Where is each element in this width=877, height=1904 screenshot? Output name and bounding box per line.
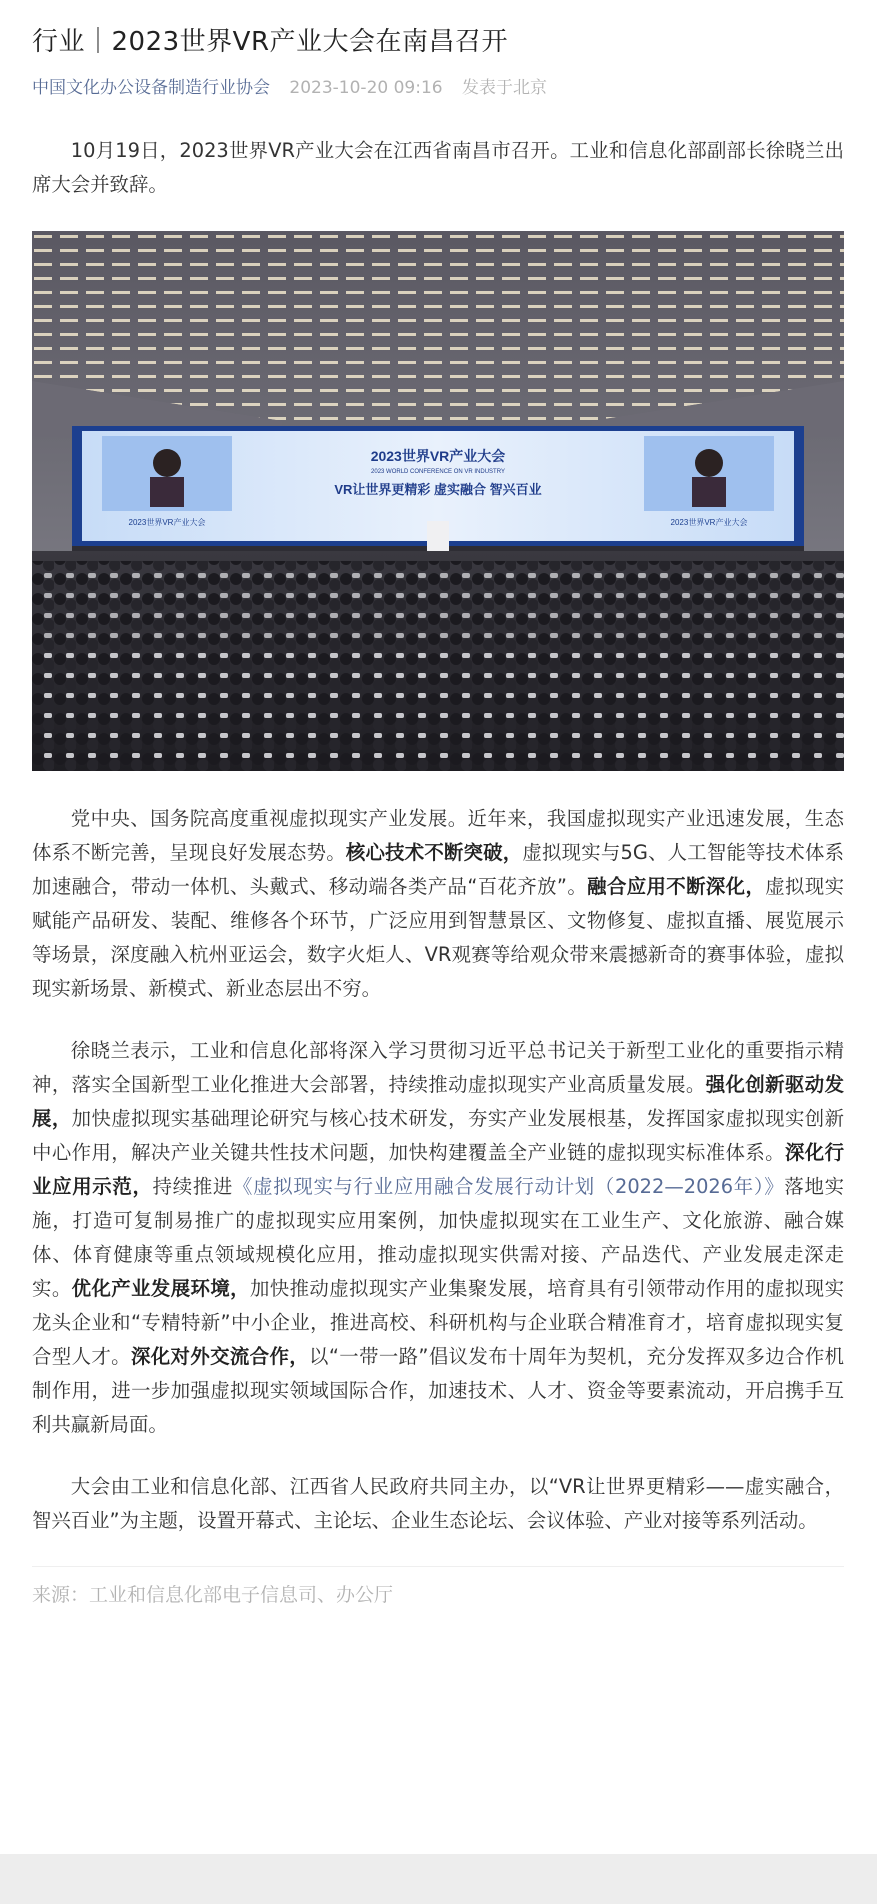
- paragraph-speech: [32, 1034, 844, 1442]
- p2-text-2: 虚拟现实与5G、人工智能等技术体系加速融合，带动一体机、头戴式、移动端各类产品“百花齐放”。: [32, 841, 845, 898]
- p2-bold-2: 融合应用不断深化，: [587, 875, 766, 898]
- p3-bold-4: 深化对外交流合作，: [130, 1345, 310, 1368]
- publish-date: 2023-10-20 09:16: [289, 78, 443, 98]
- main-screen-title: 2023世界VR产业大会: [370, 448, 506, 464]
- action-plan-link[interactable]: 《虚拟现实与行业应用融合发展行动计划（2022—2026年）》: [233, 1175, 785, 1198]
- article-title: 行业｜2023世界VR产业大会在南昌召开: [32, 27, 509, 57]
- p3-text-3: 持续推进: [152, 1175, 234, 1198]
- main-screen-slogan: VR让世界更精彩 虚实融合 智兴百业: [334, 482, 542, 497]
- page-footer-band: [0, 1854, 877, 1904]
- p3-bold-2: 深化行业应用示范，: [32, 1141, 845, 1198]
- p3-text-2: 加快虚拟现实基础理论研究与核心技术研发，夯实产业发展根基，发挥国家虚拟现实创新中心作用，解决产业关键共性技术问题，加快构建覆盖全产业链的虚拟现实标准体系。: [32, 1107, 845, 1164]
- paragraph-intro: 10月19日，2023世界VR产业大会在江西省南昌市召开。工业和信息化部副部长徐晓兰出席大会并致辞。: [32, 139, 844, 196]
- article-meta: [32, 75, 844, 101]
- main-screen-subtitle: 2023 WORLD CONFERENCE ON VR INDUSTRY: [371, 469, 505, 475]
- p3-text-4: 落地实施，打造可复制易推广的虚拟现实应用案例，加快虚拟现实在工业生产、文化旅游、融合媒体、体育健康等重点领域规模化应用，推动虚拟现实供需对接、产品迭代、产业发展走深走实。: [32, 1175, 845, 1300]
- p3-text-5: 加快推动虚拟现实产业集聚发展，培育具有引领带动作用的虚拟现实龙头企业和“专精特新”中小企业，推进高校、科研机构与企业联合精准育才，培育虚拟现实复合型人才。: [32, 1277, 845, 1368]
- p3-bold-3: 优化产业发展环境，: [71, 1277, 250, 1300]
- paragraph-organizers: 大会由工业和信息化部、江西省人民政府共同主办，以“VR让世界更精彩——虚实融合，智兴百业”为主题，设置开幕式、主论坛、企业生态论坛、会议体验、产业对接等系列活动。: [32, 1475, 844, 1532]
- account-name-link[interactable]: 中国文化办公设备制造行业协会: [32, 78, 270, 98]
- article-source: 来源：工业和信息化部电子信息司、办公厅: [32, 1566, 844, 1609]
- side-screen-caption-left: 2023世界VR产业大会: [128, 518, 206, 527]
- p2-bold-1: 核心技术不断突破，: [345, 841, 523, 864]
- p3-text-1: 徐晓兰表示，工业和信息化部将深入学习贯彻习近平总书记关于新型工业化的重要指示精神，落实全国新型工业化推进大会部署，持续推动虚拟现实产业高质量发展。: [32, 1039, 844, 1096]
- p2-text-1: 党中央、国务院高度重视虚拟现实产业发展。近年来，我国虚拟现实产业迅速发展，生态体系不断完善，呈现良好发展态势。: [32, 807, 844, 864]
- p3-text-6: 以“一带一路”倡议发布十周年为契机，充分发挥双多边合作机制作用，进一步加强虚拟现实领域国际合作，加速技术、人才、资金等要素流动，开启携手互利共赢新局面。: [32, 1345, 845, 1436]
- conference-photo-graphic: [32, 231, 844, 771]
- side-screen-caption-right: 2023世界VR产业大会: [670, 518, 748, 527]
- publish-location: 发表于北京: [462, 78, 548, 98]
- p2-text-3: 虚拟现实赋能产品研发、装配、维修各个环节，广泛应用到智慧景区、文物修复、虚拟直播、展览展示等场景，深度融入杭州亚运会，数字火炬人、VR观赛等给观众带来震撼新奇的赛事体验，虚拟现实新场景、新模式、新业态层出不穷。: [32, 875, 845, 1000]
- p3-bold-1: 强化创新驱动发展，: [32, 1073, 845, 1130]
- conference-photo[interactable]: [32, 231, 844, 771]
- article: [32, 0, 844, 1609]
- paragraph-industry-development: [32, 802, 844, 1006]
